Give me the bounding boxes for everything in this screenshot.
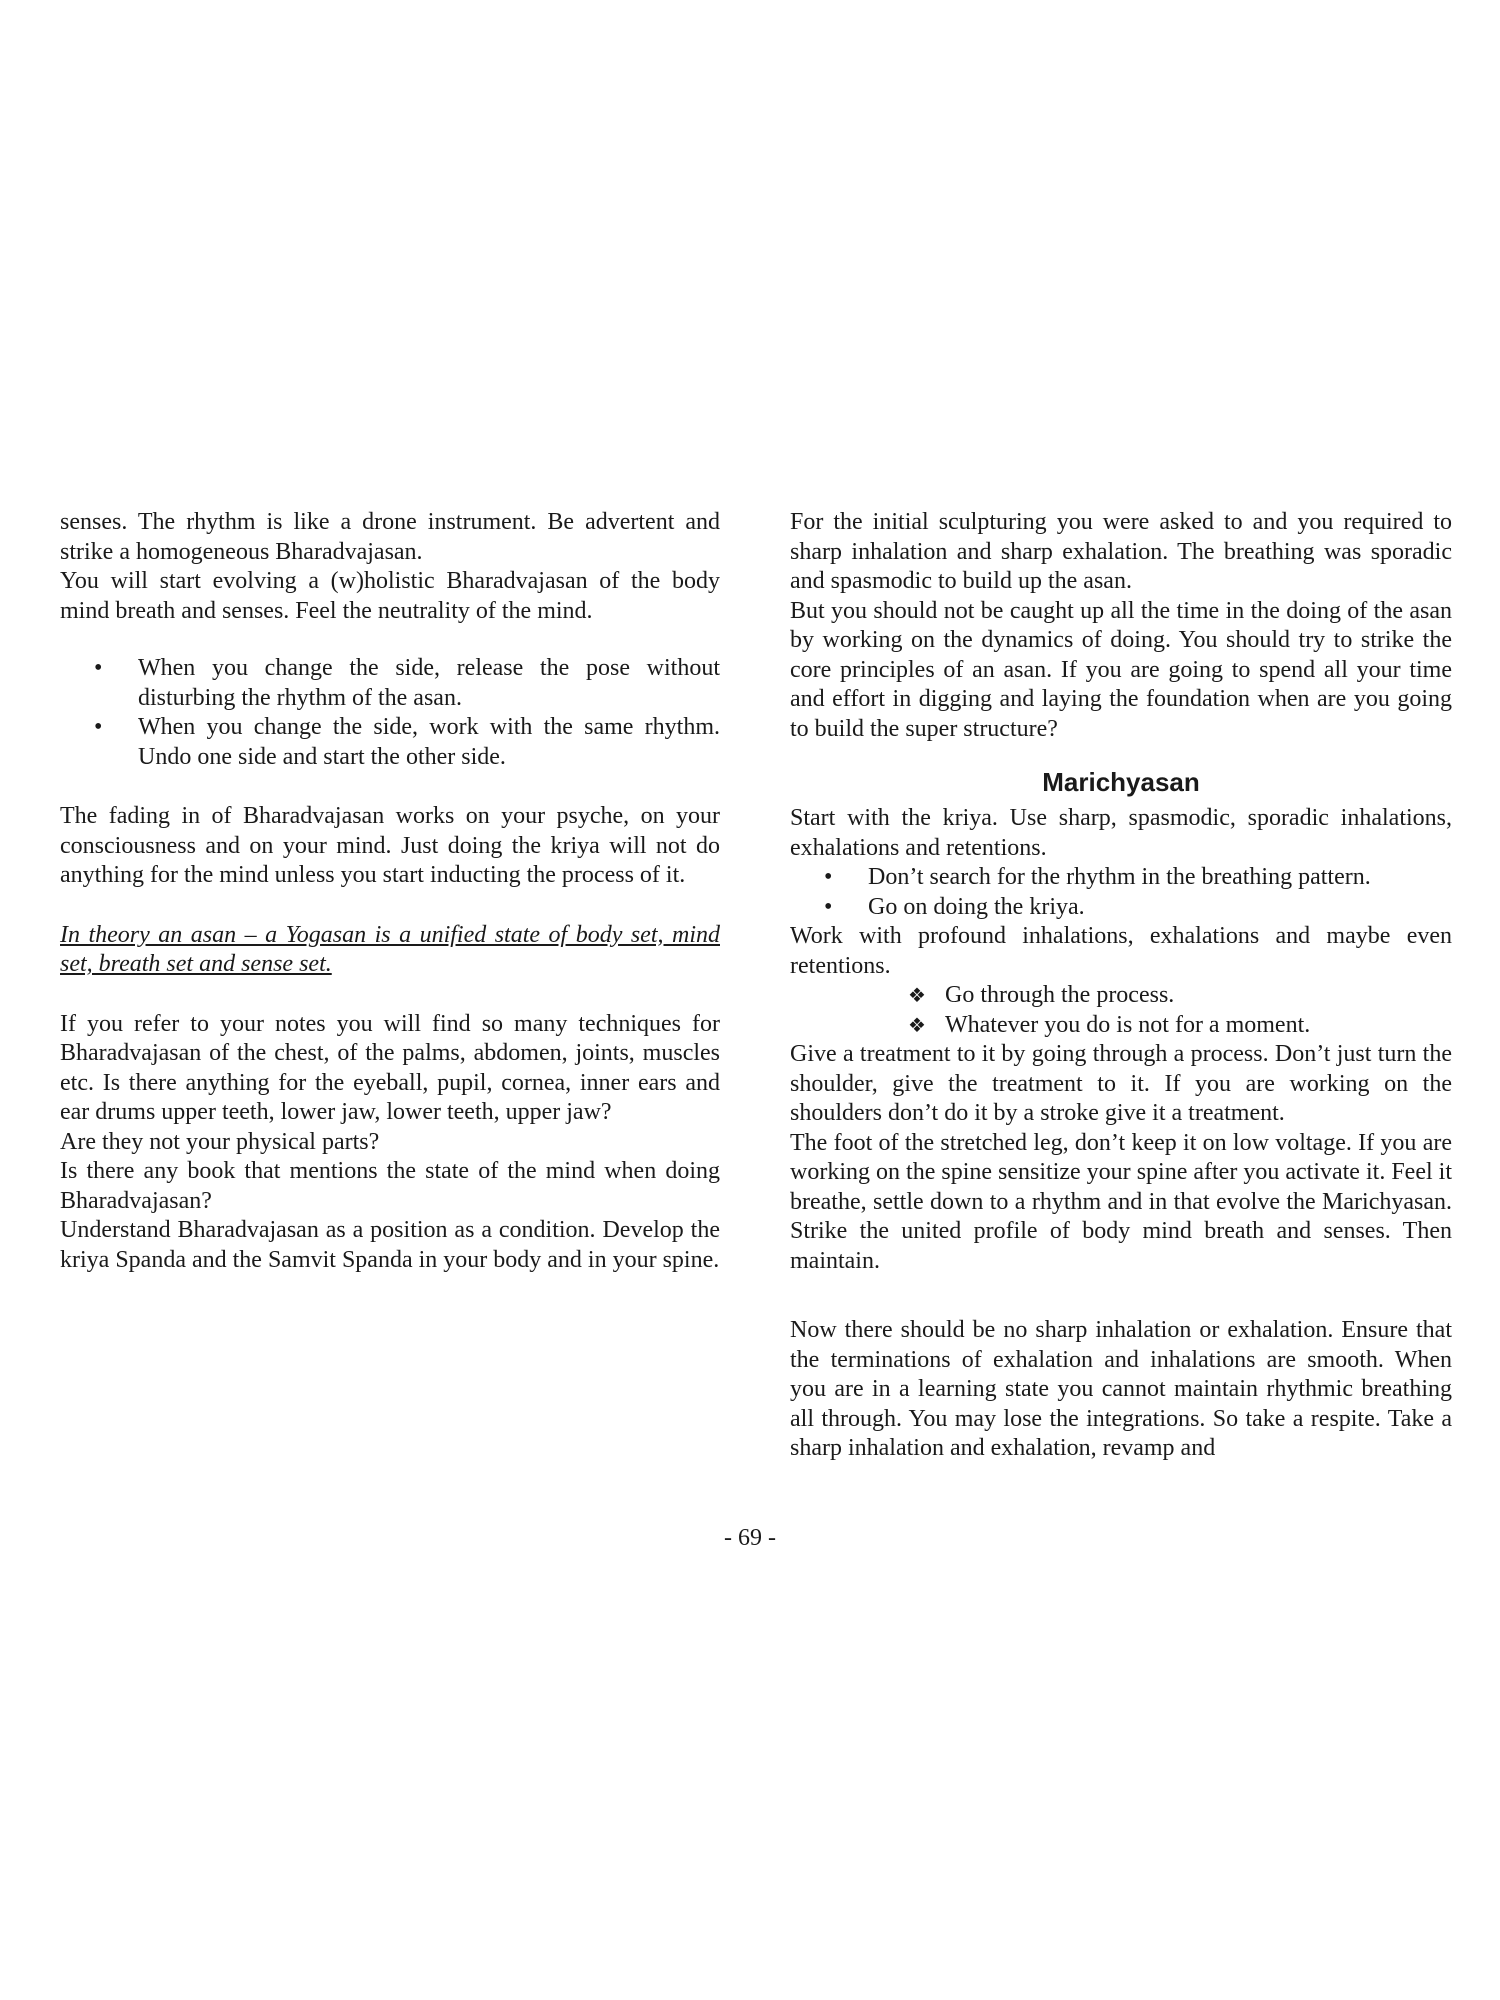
bullet-list [60, 654, 720, 772]
page-number: - 69 - [724, 1525, 776, 1551]
list-item-text: When you change the side, work with the same rhythm. Undo one side and start the other side. [138, 714, 720, 770]
paragraph: But you should not be caught up all the time in the doing of the asan by working on the dynamics of doing. You should try to strike the core principles of an asan. If you are going to spend all your time and effort in digging and laying the foundation when are you going to build the super structure? [790, 597, 1452, 742]
list-item [790, 893, 1452, 923]
list-item-text: When you change the side, release the pose without disturbing the rhythm of the asan. [138, 655, 720, 711]
paragraph: Understand Bharadvajasan as a position as a condition. Develop the kriya Spanda and the Samvit Spanda in your body and in your spine. [60, 1217, 720, 1273]
diamond-list [790, 981, 1452, 1040]
right-column [790, 508, 1452, 1464]
paragraph: Start with the kriya. Use sharp, spasmodic, sporadic inhalations, exhalations and retentions. [790, 805, 1452, 861]
paragraph: Is there any book that mentions the state of the mind when doing Bharadvajasan? [60, 1158, 720, 1214]
list-item [790, 1011, 1452, 1041]
list-item-text: Go through the process. [945, 982, 1175, 1008]
paragraph: Now there should be no sharp inhalation or exhalation. Ensure that the terminations of exhalation and inhalations are smooth. When you are in a learning state you cannot maintain rhythmic breathing all through. You may lose the integrations. So take a respite. Take a sharp inhalation and exhalation, revamp and [790, 1317, 1452, 1461]
diamond-bullet-icon: ❖ [908, 1012, 926, 1037]
bullet-list [790, 863, 1452, 922]
paragraph: Are they not your physical parts? [60, 1128, 380, 1155]
left-column [60, 508, 720, 1275]
paragraph: For the initial sculpturing you were asked to and you required to sharp inhalation and sharp exhalation. The breathing was sporadic and spasmodic to build up the asan. [790, 509, 1452, 594]
bullet-icon: • [94, 655, 103, 681]
list-item [790, 863, 1452, 893]
list-item [60, 654, 720, 713]
list-item [790, 981, 1452, 1011]
section-heading: Marichyasan [1042, 767, 1200, 797]
diamond-bullet-icon: ❖ [908, 983, 926, 1007]
paragraph: senses. The rhythm is like a drone instrument. Be advertent and strike a homogeneous Bharadvajasan. [60, 509, 720, 565]
paragraph: You will start evolving a (w)holistic Bharadvajasan of the body mind breath and senses. Feel the neutrality of the mind. [60, 568, 720, 624]
paragraph: Work with profound inhalations, exhalations and maybe even retentions. [790, 923, 1452, 979]
bullet-icon: • [824, 864, 833, 890]
paragraph: If you refer to your notes you will find so many techniques for Bharadvajasan of the chest, of the palms, abdomen, joints, muscles etc. Is there anything for the eyeball, pupil, cornea, inner ears and ear drums upper teeth, lower jaw, lower teeth, upper jaw? [60, 1010, 720, 1125]
paragraph: Give a treatment to it by going through a process. Don’t just turn the shoulder, give the treatment to it. If you are working on the shoulders don’t do it by a stroke give it a treatment. [790, 1041, 1452, 1126]
paragraph: The fading in of Bharadvajasan works on your psyche, on your consciousness and on your mind. Just doing the kriya will not do anything for the mind unless you start inducting the process of it. [60, 803, 720, 888]
list-item-text: Go on doing the kriya. [868, 893, 1085, 920]
list-item [60, 713, 720, 772]
list-item-text: Whatever you do is not for a moment. [945, 1011, 1311, 1038]
theory-statement: In theory an asan – a Yogasan is a unified state of body set, mind set, breath set and sense set. [60, 921, 720, 977]
bullet-icon: • [824, 893, 833, 920]
paragraph: The foot of the stretched leg, don’t keep it on low voltage. If you are working on the spine sensitize your spine after you activate it. Feel it breathe, settle down to a rhythm and in that evolve the Marichyasan. Strike the united profile of body mind breath and senses. Then maintain. [790, 1129, 1452, 1274]
list-item-text: Don’t search for the rhythm in the breathing pattern. [868, 864, 1371, 890]
bullet-icon: • [94, 714, 103, 740]
